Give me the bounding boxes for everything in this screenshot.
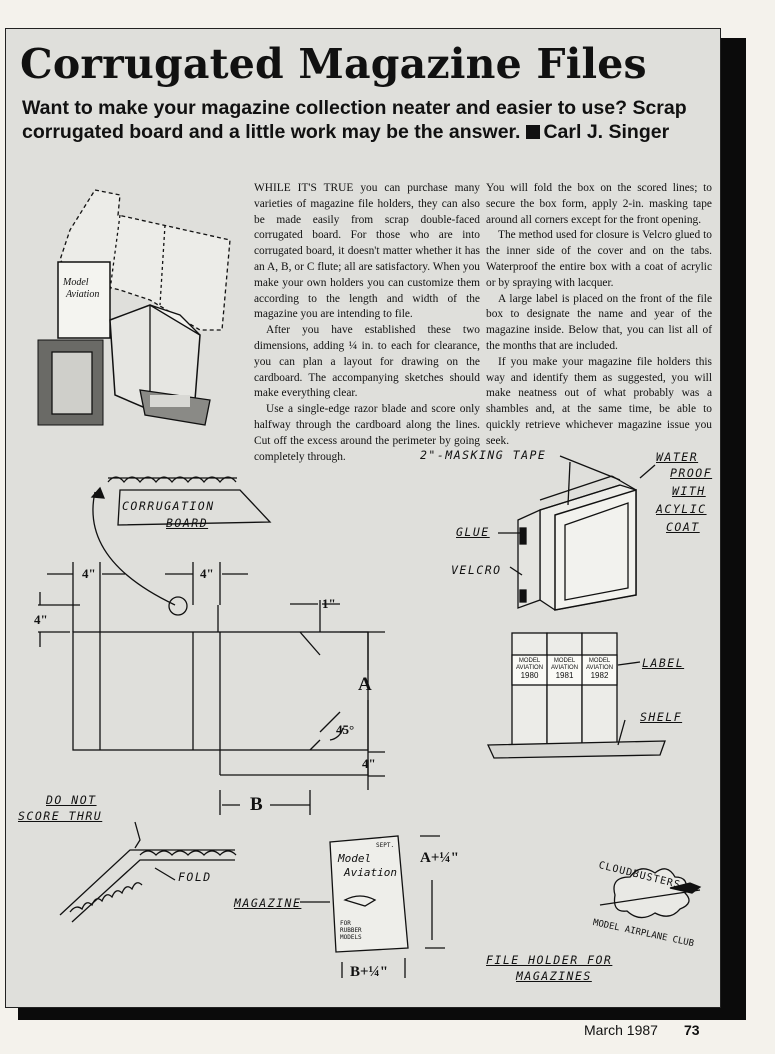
magazine-cover-subtitle [340, 920, 362, 941]
club-logo-bottom-text: MODEL AIRPLANE CLUB [591, 918, 695, 950]
caption-line2: MAGAZINES [516, 969, 592, 983]
dimension-angle: 45° [336, 722, 355, 737]
paragraph: A large label is placed on the front of the file box to designate the name and year of the magazine inside. Below that, you can list all of the months that are included. [486, 292, 712, 352]
paragraph: The method used for closure is Velcro glued to the inner side of the cover and on the tabs. Waterproof the entire box with a coat of acrylic or by spraying with lacquer. [486, 229, 712, 289]
magazine-label: MAGAZINE [234, 896, 302, 910]
waterproof-label-line1: WATER [656, 450, 699, 464]
magazine-cover-sub-line: FOR [340, 920, 351, 927]
dimension-a-plus: A+¼" [420, 850, 459, 866]
waterproof-label-line2: PROOF [670, 466, 713, 480]
velcro-label: VELCRO [451, 563, 502, 577]
spine-label [513, 658, 546, 679]
corrugation-sketch [92, 477, 270, 615]
spine-label-year: 1982 [590, 671, 609, 680]
magazine-cover-title2: Aviation [344, 866, 397, 879]
author-byline: Carl J. Singer [543, 121, 670, 143]
dimension-4in-bottom: 4" [362, 756, 376, 771]
paragraph: Use a single-edge razor blade and score only halfway through the cardboard along the lines. Cut off the excess around the perimeter by going completely through. [254, 403, 480, 463]
spine-label [583, 658, 616, 679]
do-not-label: DO NOT [46, 793, 97, 807]
dimension-4in-left: 4" [34, 612, 48, 627]
paragraph: You will fold the box on the scored lines; to secure the box form, apply 2-in. masking tape around all corners except for the front opening. [486, 182, 712, 226]
article-title: Corrugated Magazine Files [20, 40, 647, 88]
deck-text: Want to make your magazine collection neater and easier to use? Scrap corrugated board and a little work may be the answer. [22, 97, 687, 143]
paragraph: After you have established these two dimensions, adding ¼ in. to each for clearance, you can plan a layout for drawing on the cardboard. The accompanying sketches should make everything clear. [254, 324, 480, 400]
shelf-sketch [488, 633, 665, 758]
spine-label-name: MODEL AVIATION [515, 658, 544, 671]
paragraph: If you make your magazine file holders this way and identify them as suggested, you will make neatness out of what probably was a shambles and, at the same time, be able to quickly retrieve whichever magazine issue you seek. [486, 355, 712, 447]
dimension-a: A [358, 674, 372, 695]
photo-magazine-title: Model [63, 277, 89, 288]
lead-in: WHILE IT'S TRUE [254, 182, 354, 194]
photo-illustration [38, 190, 230, 425]
waterproof-label-line3: WITH [672, 484, 706, 498]
dimension-b: B [250, 794, 263, 815]
dimension-1in: 1" [322, 596, 336, 611]
board-label: BOARD [166, 516, 209, 530]
spine-label-year: 1980 [520, 671, 539, 680]
corrugation-label: CORRUGATION [122, 499, 215, 513]
fold-label: FOLD [178, 870, 212, 884]
magazine-cover-sub-line: RUBBER [340, 927, 362, 934]
paragraph-text: you can purchase many varieties of magazine file holders, they can also be made easily from scrap double-faced corrugated board. For those who are into corrugated board, it doesn't matter whether it has an A, B, or C flute; all are satisfactory. When you make your own holders you can customize them according to the length and width of the magazine you are intending to file. [254, 182, 480, 321]
page-number: 73 [684, 1022, 700, 1038]
club-logo-top-text: CLOUDBUSTERS [597, 860, 682, 892]
box-sketch [498, 456, 655, 610]
dimension-b-plus: B+¼" [350, 964, 389, 980]
magazine-cover-sub-line: MODELS [340, 934, 362, 941]
shelf-label: SHELF [640, 710, 683, 724]
dimension-4in-top-right: 4" [200, 566, 214, 581]
caption-line1: FILE HOLDER FOR [486, 953, 613, 967]
file-label-callout: LABEL [642, 656, 685, 670]
waterproof-label-line5: COAT [666, 520, 700, 534]
dimension-4in-top-left: 4" [82, 566, 96, 581]
spine-label-year: 1981 [555, 671, 574, 680]
score-thru-label: SCORE THRU [18, 809, 103, 823]
glue-label: GLUE [456, 525, 490, 539]
spine-label-name: MODEL AVIATION [585, 658, 614, 671]
footer-date: March 1987 [584, 1022, 658, 1038]
photo-magazine-subtitle: Aviation [66, 289, 100, 300]
spine-label [548, 658, 581, 679]
magazine-cover-title1: Model [338, 852, 372, 865]
waterproof-label-line4: ACYLIC [656, 502, 707, 516]
masking-tape-label: 2"-MASKING TAPE [420, 448, 547, 462]
spine-label-name: MODEL AVIATION [550, 658, 579, 671]
magazine-cover-month: SEPT. [376, 842, 395, 849]
